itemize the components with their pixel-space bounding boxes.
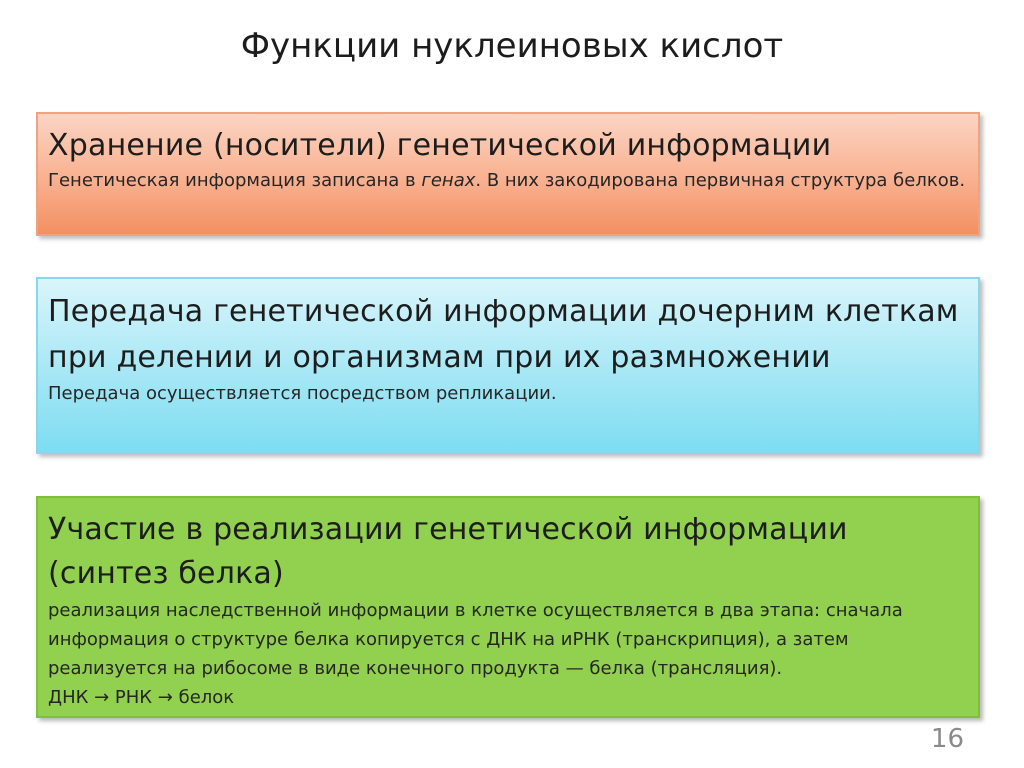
transfer-function-box	[36, 277, 980, 454]
storage-heading: Хранение (носители) генетической информации	[48, 128, 832, 163]
storage-text-genes: генах	[421, 170, 476, 191]
realization-scheme: ДНК → РНК → белок	[48, 687, 235, 708]
page-number: 16	[930, 724, 964, 754]
storage-text-end: . В них закодирована первичная структура белков.	[475, 170, 966, 191]
storage-function-box	[36, 112, 980, 236]
storage-text-start: Генетическая информация записана в	[48, 170, 422, 191]
realization-description: реализация наследственной информации в клетке осуществляется в два этапа: сначала информация о структуре белка копируется с ДНК на иРНК (транскрипция), а затем реализуется на рибосоме в виде конечного продукта — белка (трансляция).	[48, 600, 903, 679]
transfer-description: Передача осуществляется посредством репликации.	[48, 383, 557, 404]
realization-heading: Участие в реализации генетической информации (синтез белка)	[48, 512, 848, 591]
storage-description	[48, 168, 968, 194]
transfer-heading: Передача генетической информации дочерним клеткам при делении и организмам при их размножении	[48, 294, 959, 375]
realization-function-box	[36, 496, 980, 718]
slide-title: Функции нуклеиновых кислот	[240, 26, 784, 66]
